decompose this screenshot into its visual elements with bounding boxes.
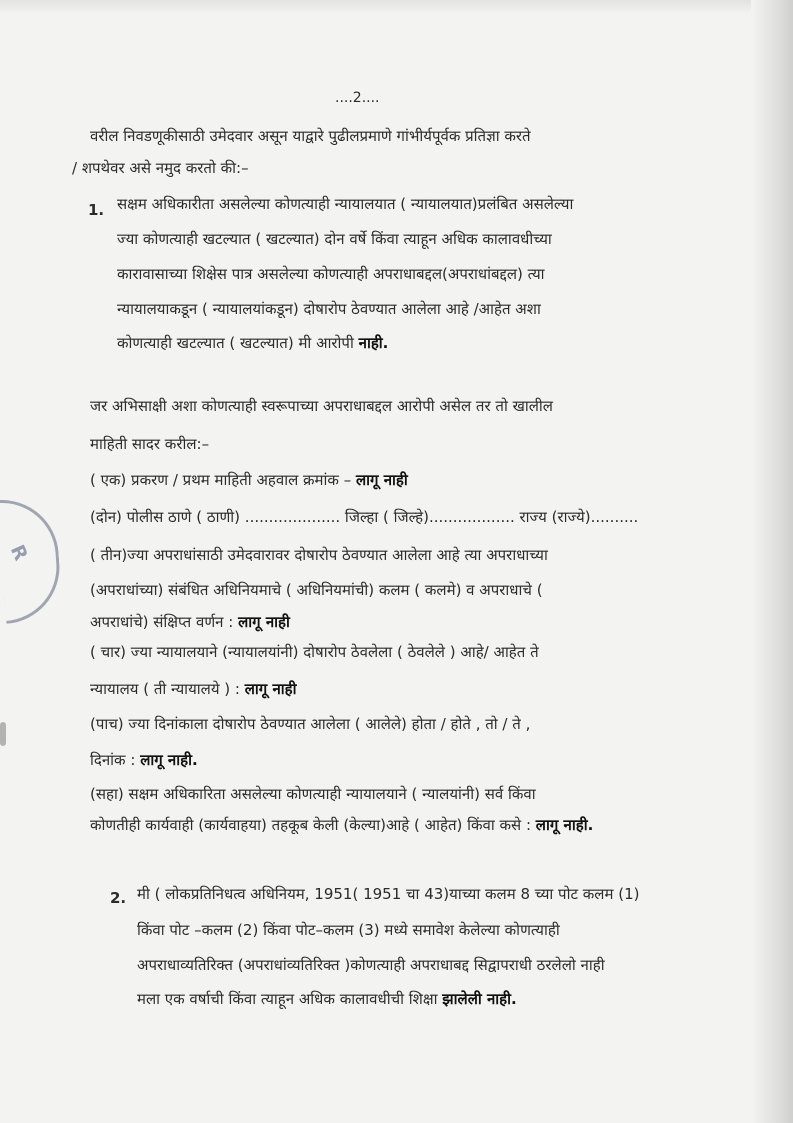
item-1-line-3: कारावासाच्या शिक्षेस पात्र असलेल्या कोणत्याही अपराधाबद्दल(अपराधांबद्दल) त्या [117,265,545,283]
intro-line-2: / शपथेवर असे नमुद करतो की:– [72,159,249,177]
detail-teen-label: अपराधांचे) संक्षिप्त वर्णन : [90,613,234,631]
scan-edge-top [0,0,793,14]
detail-teen-value: लागू नाही [238,613,290,631]
item-2-answer: झालेली नाही. [442,990,517,1008]
scan-edge-right [751,0,793,1123]
item-2-line-1: मी ( लोकप्रतिनिधत्व अधिनियम, 1951( 1951 चा 43)याच्या कलम 8 च्या पोट कलम (1) [137,885,640,903]
partial-stamp: R [0,496,63,624]
item-1-line-2: ज्या कोणत्याही खटल्यात ( खटल्यात) दोन वर्षे किंवा त्याहून अधिक कालावधीच्या [117,230,552,248]
detail-saha-value: लागू नाही. [535,816,594,834]
conditional-line-2: माहिती सादर करील:– [90,435,210,453]
page-number: ....2.... [335,90,380,106]
detail-pach-line-1: (पाच) ज्या दिनांकाला दोषारोप ठेवण्यात आलेला ( आलेले) होता / होते , तो / ते , [90,715,531,733]
detail-teen-line-2: (अपराधांच्या) संबंधित अधिनियमाचे ( अधिनियमांची) कलम ( कलमे) व अपराधाचे ( [90,581,543,599]
item-1-line-1: सक्षम अधिकारीता असलेल्या कोणत्याही न्यायालयात ( न्यायालयात)प्रलंबित असलेल्या [117,195,574,213]
detail-char-line-1: ( चार) ज्या न्यायालयाने (न्यायालयांनी) दोषारोप ठेवलेला ( ठेवलेले ) आहे/ आहेत ते [90,643,539,661]
item-2-line-3: अपराधाव्यतिरिक्त (अपराधांव्यतिरिक्त )कोणत्याही अपराधाबद्द सिद्वापराधी ठरलेलो नाही [137,956,605,974]
item-2-line-4 [137,989,517,1009]
detail-teen-line-1: ( तीन)ज्या अपराधांसाठी उमेदवारावर दोषारोप ठेवण्यात आलेला आहे त्या अपराधाच्या [90,546,548,564]
item-1-last-text: कोणत्याही खटल्यात ( खटल्यात) मी आरोपी [117,334,354,352]
detail-char-value: लागू नाही [244,680,297,698]
detail-pach-label: दिनांक : [90,751,136,769]
detail-char-label: न्यायालय ( ती न्यायालये ) : [90,680,240,698]
item-1-line-4: न्यायालयाकडून ( न्यायालयांकडून) दोषारोप ठेवण्यात आलेला आहे /आहेत अशा [117,300,541,318]
detail-ek-label: ( एक) प्रकरण / प्रथम माहिती अहवाल क्रमांक – [90,471,352,489]
intro-line-1: वरील निवडणूकीसाठी उमेदवार असून याद्वारे पुढीलप्रमाणे गांभीर्यपूर्वक प्रतिज्ञा करते [90,127,531,145]
detail-char-line-2 [90,679,297,699]
conditional-line-1: जर अभिसाक्षी अशा कोणत्याही स्वरूपाच्या अपराधाबद्दल आरोपी असेल तर तो खालील [90,397,553,415]
detail-pach-value: लागू नाही. [140,751,198,769]
detail-teen-line-3 [90,612,290,632]
item-2-number: 2. [110,889,127,907]
binder-hole [0,722,6,746]
detail-ek-value: लागू नाही [355,471,408,489]
item-1-number: 1. [88,201,105,219]
item-2-line-2: किंवा पोट –कलम (2) किंवा पोट–कलम (3) मध्ये समावेश केलेल्या कोणत्याही [137,921,560,939]
detail-pach-line-2 [90,750,198,770]
detail-saha-label: कोणतीही कार्यवाही (कार्यवाहया) तहकूब केली (केल्या)आहे ( आहेत) किंवा कसे : [90,816,532,834]
detail-saha-line-1: (सहा) सक्षम अधिकारिता असलेल्या कोणत्याही न्यायालयाने ( न्यालयांनी) सर्व किंवा [90,785,536,803]
item-1-answer: नाही. [358,334,389,352]
item-2-last-text: मला एक वर्षाची किंवा त्याहून अधिक कालावधीची शिक्षा [137,990,438,1008]
detail-saha-line-2 [90,815,593,835]
detail-ek [90,470,408,490]
detail-don: (दोन) पोलीस ठाणे ( ठाणी) .................... जिल्हा ( जिल्हे).................. राज्य (राज्ये).......... [90,508,639,526]
item-1-line-5 [117,333,388,353]
